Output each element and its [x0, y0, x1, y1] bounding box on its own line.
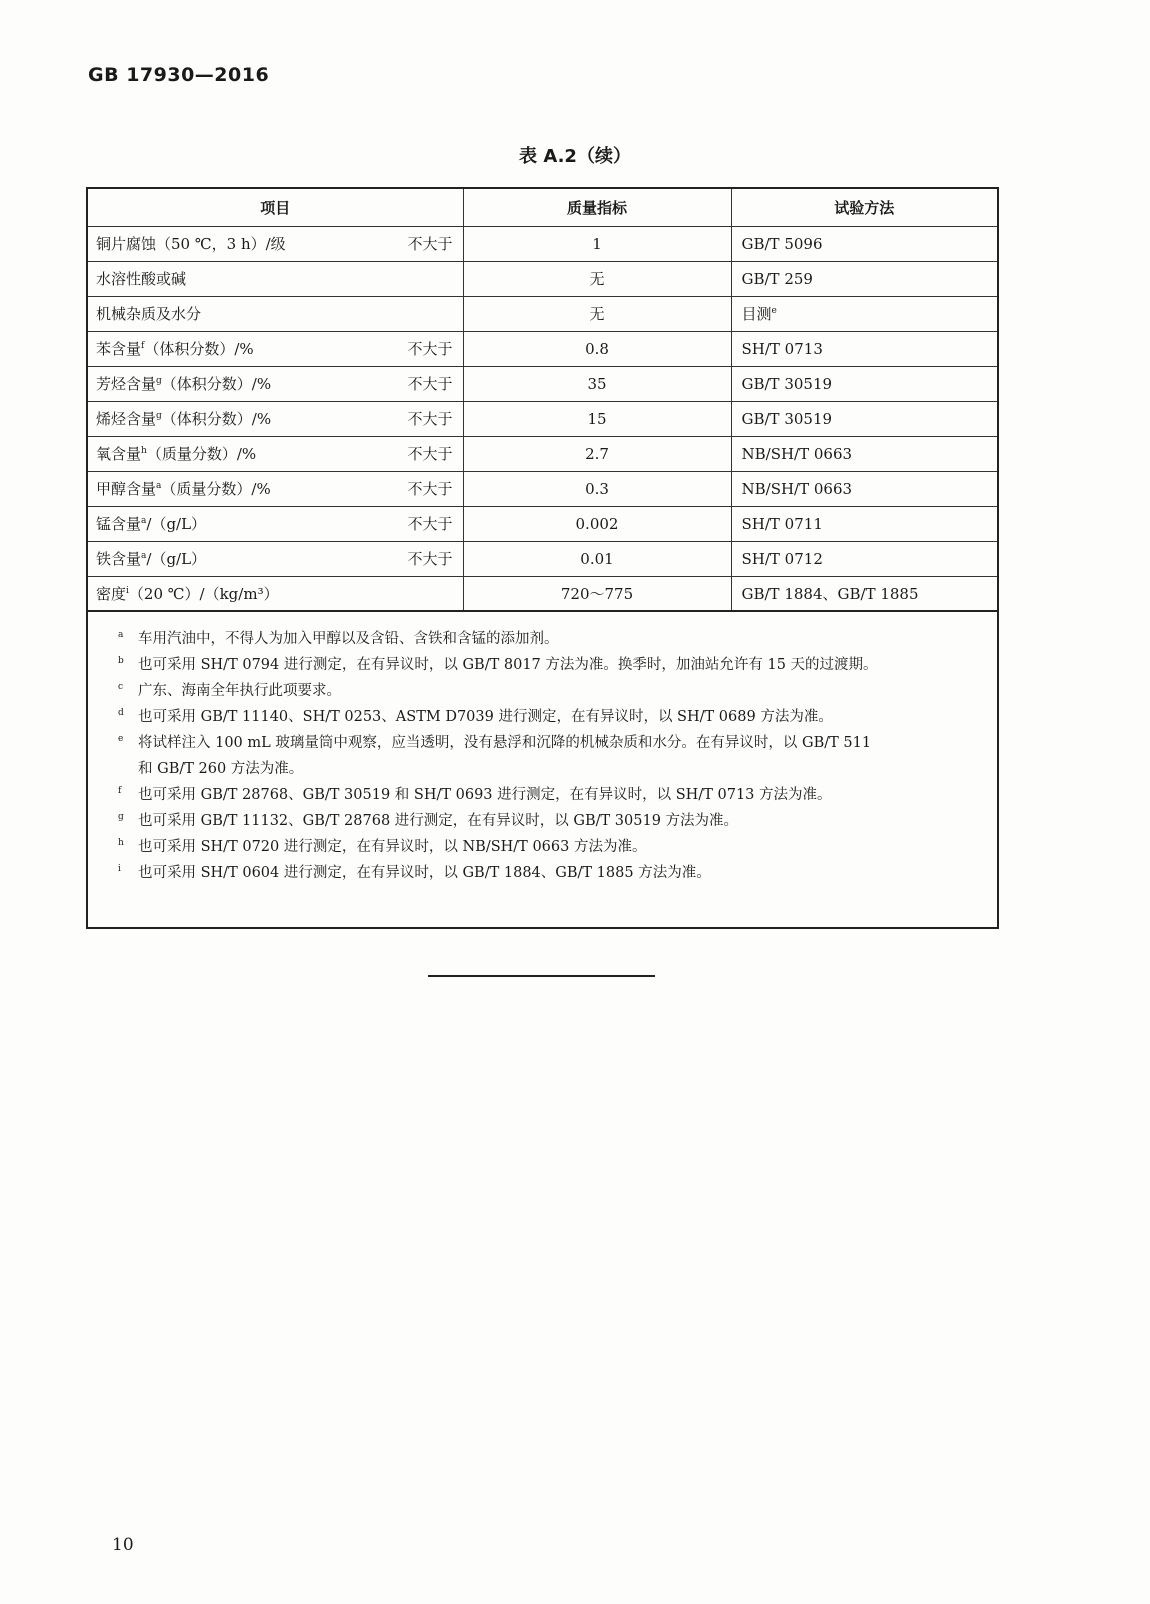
value-cell: 0.002: [463, 506, 731, 541]
item-unit: （质量分数）/%: [146, 445, 257, 463]
item-footnote-mark: h: [141, 446, 147, 456]
page-number: 10: [112, 1535, 134, 1555]
limit-label: 不大于: [407, 480, 453, 498]
method-cell: [731, 436, 997, 471]
table-row: [88, 296, 997, 331]
item-name: [96, 233, 286, 254]
header-item: 项目: [88, 189, 463, 226]
footnote-mark: e: [118, 734, 124, 744]
footnote: [118, 704, 989, 730]
footnotes: [88, 612, 997, 886]
item-name: [96, 268, 186, 289]
method-cell: [731, 296, 997, 331]
method-cell: [731, 576, 997, 611]
table-row: [88, 261, 997, 296]
item-name: [96, 303, 201, 324]
item-label: 氧含量: [96, 445, 142, 463]
limit-label: 不大于: [407, 340, 453, 358]
limit-label: 不大于: [407, 515, 453, 533]
item-unit: （20 ℃）/（kg/m³）: [128, 584, 279, 603]
table-header-row: [88, 189, 997, 226]
footnote: [118, 834, 989, 860]
item-label: 机械杂质及水分: [96, 305, 202, 323]
item-unit: /（g/L）: [146, 515, 207, 533]
method-label: SH/T 0712: [741, 549, 823, 568]
spec-table-box: [86, 187, 999, 929]
table-row: [88, 226, 997, 261]
item-cell: [88, 261, 463, 296]
method-cell: [731, 366, 997, 401]
method-label: GB/T 30519: [741, 374, 833, 393]
item-name: [96, 548, 206, 569]
value-cell: 15: [463, 401, 731, 436]
footnote-text: 也可采用 GB/T 11132、GB/T 28768 进行测定，在有异议时，以 GB/T 30519 方法为准。: [138, 813, 739, 829]
method-cell: [731, 541, 997, 576]
footnote-text: 也可采用 SH/T 0604 进行测定，在有异议时，以 GB/T 1884、GB/T 1885 方法为准。: [138, 865, 711, 881]
value-cell: 1: [463, 226, 731, 261]
method-label: SH/T 0713: [741, 339, 823, 358]
method-label: GB/T 259: [741, 269, 813, 288]
item-unit: /（g/L）: [146, 550, 207, 568]
item-cell: [88, 506, 463, 541]
limit-label: 不大于: [407, 445, 453, 463]
item-unit: （体积分数）/%: [161, 375, 272, 393]
table-row: [88, 471, 997, 506]
item-cell: [88, 436, 463, 471]
value-cell: 0.3: [463, 471, 731, 506]
table-row: [88, 506, 997, 541]
footnote-text: 广东、海南全年执行此项要求。: [138, 683, 341, 699]
footnote: [118, 652, 989, 678]
footnote-mark: h: [118, 838, 124, 848]
method-footnote-mark: e: [771, 306, 777, 316]
item-cell: [88, 401, 463, 436]
limit-label: 不大于: [407, 410, 453, 428]
item-name: [96, 583, 279, 604]
item-name: [96, 513, 206, 534]
item-label: 甲醇含量: [96, 480, 157, 498]
value-cell: 720～775: [463, 576, 731, 611]
item-cell: [88, 226, 463, 261]
item-footnote-mark: g: [156, 411, 162, 421]
item-unit: （体积分数）/%: [161, 410, 272, 428]
method-label: GB/T 1884、GB/T 1885: [741, 584, 919, 603]
item-name: [96, 338, 254, 359]
footnote-mark: c: [118, 682, 124, 692]
method-label: NB/SH/T 0663: [741, 479, 853, 498]
method-cell: [731, 261, 997, 296]
footnote-text: 也可采用 GB/T 11140、SH/T 0253、ASTM D7039 进行测定，在有异议时，以 SH/T 0689 方法为准。: [138, 709, 833, 725]
limit-label: 不大于: [407, 550, 453, 568]
item-footnote-mark: i: [126, 585, 129, 596]
item-label: 铜片腐蚀（50 ℃，3 h）/级: [96, 235, 286, 253]
limit-label: 不大于: [407, 235, 453, 253]
footnote-mark: b: [118, 656, 124, 666]
footnote-text-continued: 和 GB/T 260 方法为准。: [138, 761, 304, 777]
footnote: [118, 808, 989, 834]
table-row: [88, 366, 997, 401]
spec-table: [88, 189, 997, 612]
item-footnote-mark: f: [141, 341, 145, 351]
item-cell: [88, 576, 463, 611]
table-row: [88, 576, 997, 611]
footnote: [118, 678, 989, 704]
value-cell: 无: [463, 261, 731, 296]
value-cell: 无: [463, 296, 731, 331]
value-cell: 35: [463, 366, 731, 401]
item-unit: （体积分数）/%: [144, 340, 254, 358]
footnote: [118, 730, 989, 782]
item-cell: [88, 296, 463, 331]
table-row: [88, 436, 997, 471]
method-label: 目测: [741, 305, 772, 323]
header-method: 试验方法: [731, 189, 997, 226]
method-cell: [731, 331, 997, 366]
footnote-text: 也可采用 SH/T 0720 进行测定，在有异议时，以 NB/SH/T 0663 方法为准。: [138, 839, 647, 855]
item-cell: [88, 541, 463, 576]
footnote-text: 将试样注入 100 mL 玻璃量筒中观察，应当透明，没有悬浮和沉降的机械杂质和水分。在有异议时，以 GB/T 511: [138, 735, 872, 751]
method-cell: [731, 506, 997, 541]
value-cell: 2.7: [463, 436, 731, 471]
value-cell: 0.01: [463, 541, 731, 576]
footnote-text: 也可采用 SH/T 0794 进行测定，在有异议时，以 GB/T 8017 方法为准。换季时，加油站允许有 15 天的过渡期。: [138, 657, 878, 673]
item-footnote-mark: a: [141, 551, 147, 561]
footnote-mark: d: [118, 708, 124, 718]
header-value: 质量指标: [463, 189, 731, 226]
item-unit: （质量分数）/%: [161, 480, 271, 498]
method-label: NB/SH/T 0663: [741, 444, 853, 463]
table-caption: 表 A.2（续）: [519, 146, 631, 167]
footnote-mark: f: [118, 786, 122, 796]
item-label: 铁含量: [96, 550, 142, 568]
footnote: [118, 860, 989, 886]
item-label: 锰含量: [96, 515, 142, 533]
item-label: 苯含量: [96, 340, 142, 358]
footnote-text: 车用汽油中，不得人为加入甲醇以及含铅、含铁和含锰的添加剂。: [138, 631, 559, 647]
method-label: SH/T 0711: [741, 514, 823, 533]
footnote-mark: i: [118, 864, 121, 874]
item-cell: [88, 471, 463, 506]
footnote-mark: a: [118, 630, 124, 640]
method-cell: [731, 226, 997, 261]
limit-label: 不大于: [407, 375, 453, 393]
footnote: [118, 782, 989, 808]
method-cell: [731, 401, 997, 436]
footnote: [118, 626, 989, 652]
standard-code: GB 17930—2016: [88, 64, 270, 86]
item-label: 芳烃含量: [96, 375, 157, 393]
item-label: 水溶性酸或碱: [96, 270, 187, 288]
footnote-mark: g: [118, 812, 124, 822]
table-row: [88, 401, 997, 436]
item-name: [96, 478, 271, 499]
item-cell: [88, 366, 463, 401]
item-cell: [88, 331, 463, 366]
method-label: GB/T 30519: [741, 409, 833, 428]
end-rule: [428, 975, 655, 977]
footnote-text: 也可采用 GB/T 28768、GB/T 30519 和 SH/T 0693 进行测定，在有异议时，以 SH/T 0713 方法为准。: [138, 787, 832, 803]
item-label: 烯烃含量: [96, 410, 157, 428]
method-label: GB/T 5096: [741, 234, 823, 253]
item-name: [96, 408, 271, 429]
table-row: [88, 541, 997, 576]
method-cell: [731, 471, 997, 506]
value-cell: 0.8: [463, 331, 731, 366]
table-row: [88, 331, 997, 366]
item-name: [96, 443, 256, 464]
item-footnote-mark: g: [156, 376, 162, 386]
item-footnote-mark: a: [156, 481, 162, 491]
item-footnote-mark: a: [141, 516, 147, 526]
item-label: 密度: [96, 584, 127, 603]
item-name: [96, 373, 271, 394]
